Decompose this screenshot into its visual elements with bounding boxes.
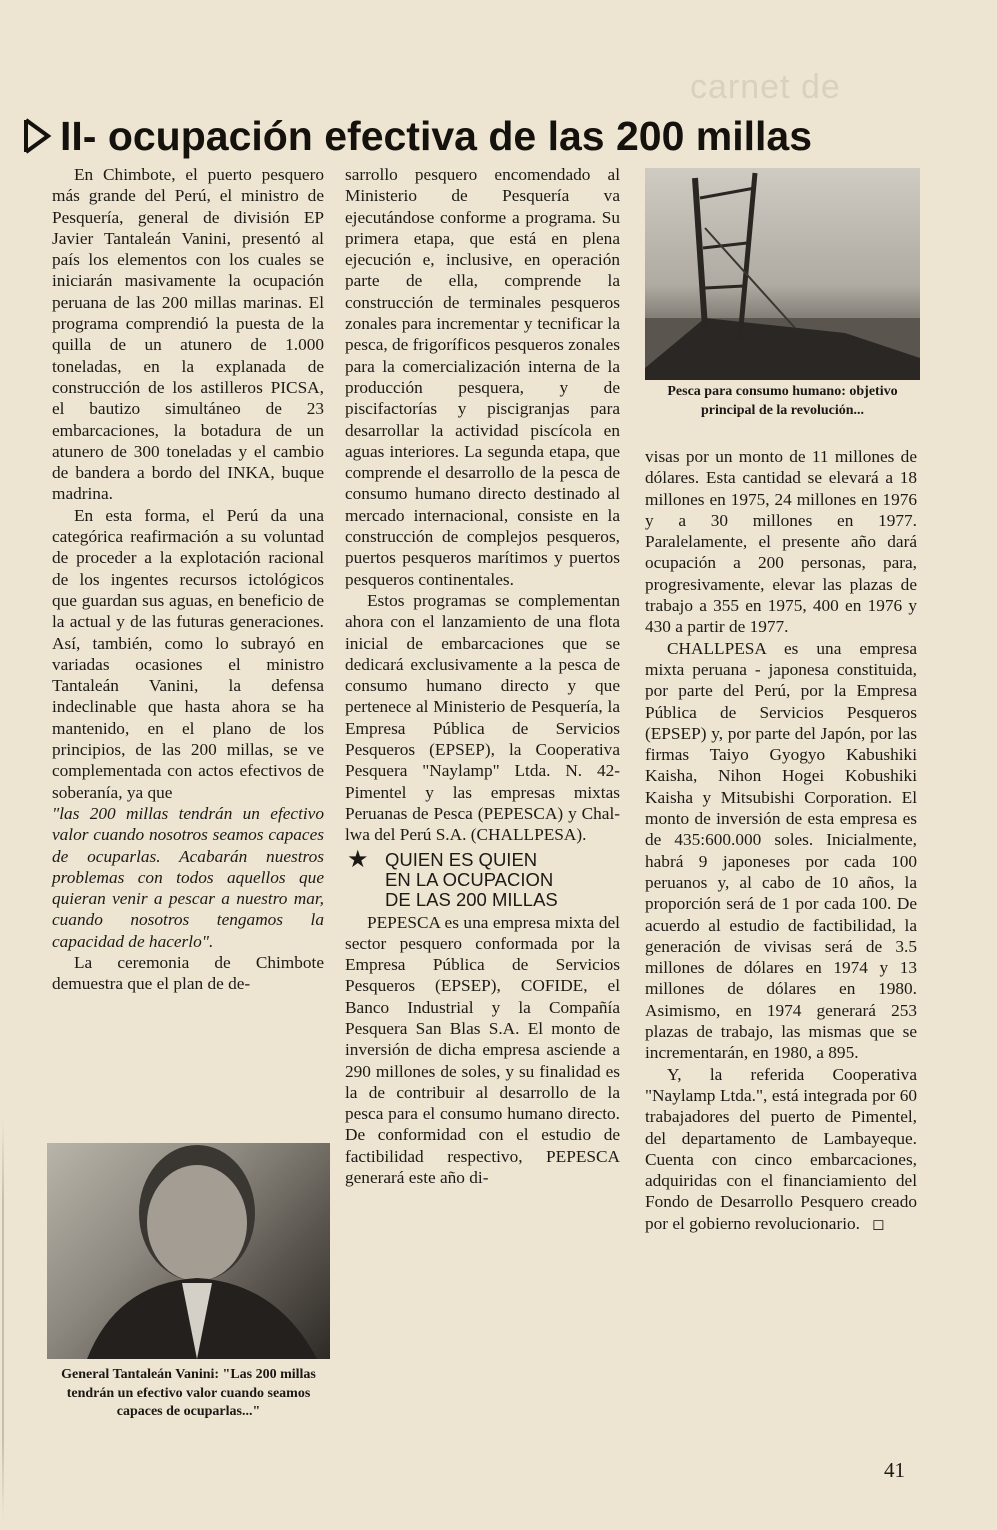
section-subheading: [345, 845, 620, 910]
paragraph: En Chimbote, el puerto pesquero más grande del Perú, el ministro de Pesquería, general de división EP Javier Tantaleán Vanini, presentó al país los elementos con los cuales se iniciarán masivamente la ocupación peruana de las 200 millas marinas. El programa comprendió la puesta de la quilla de un atunero de 1.000 toneladas, en la explanada de construcción de los astilleros PICSA, el bautizo simultáneo de 23 embarcaciones, la botadura de un atunero de 300 toneladas y el cambio de bandera a bordo del INKA, buque madrina.: [52, 165, 324, 504]
paragraph: PEPESCA es una empresa mixta del sector pesquero conformada por la Empresa Pública de Servicios Pesqueros (EPSEP), COFIDE, el Banco Industrial y la Compañía Pesquera San Blas S.A. El monto de inversión de dicha empresa asciende a 290 millones de soles, y su finalidad es la de contribuir al desarrollo de la pesca para el consumo humano directo. De conformidad con el estudio de factibilidad respectivo, PEPESCA generará este año di-: [345, 912, 620, 1188]
minister-photo: [47, 1143, 330, 1359]
minister-photo-caption: General Tantaleán Vanini: "Las 200 millas tendrán un efectivo valor cuando seamos capaces de ocuparlas...": [61, 1367, 316, 1419]
page-number: 41: [884, 1458, 905, 1482]
text-column-3: [645, 446, 917, 1235]
end-mark-icon: ◻: [872, 1214, 885, 1233]
portrait-image: [47, 1143, 330, 1359]
paragraph: visas por un monto de 11 millones de dólares. Esta cantidad se elevará a 18 millones en 1975, 24 millones en 1976 y a 30 millones en 1977. Paralelamente, el presente año dará ocupación a 200 personas, para, progresivamente, elevar las plazas de trabajo a 355 en 1975, 400 en 1976 y 430 a partir de 1977.: [645, 447, 917, 637]
subheading-line: DE LAS 200 MILLAS: [385, 888, 558, 910]
headline-text: II- ocupación efectiva de las 200 millas: [60, 112, 812, 159]
subheading-line: EN LA OCUPACION: [385, 868, 554, 890]
star-icon: ★: [347, 845, 369, 873]
paragraph-text: Y, la referida Cooperativa "Naylamp Ltda.", está integrada por 60 trabajadores del puerto de Pimentel, del departamento de Lambayeque. Cuenta con cinco embarcaciones, adquiridas con el financiamiento del Fondo de Desarrollo Pesquero creado por el gobierno revolucionario.: [645, 1064, 917, 1233]
paragraph: En esta forma, el Perú da una categórica reafirmación a su voluntad de proceder a la explotación racional de los ingentes recursos ictológicos que guardan sus aguas, en beneficio de la actual y de las futuras generaciones. Así, también, como lo subrayó en variadas ocasiones el ministro Tantaleán Vanini, la defensa indeclinable que hasta ahora se ha mantenido, en el plano de los principios, de las 200 millas, se ve complementada con actos efectivos de soberanía, ya que: [52, 505, 324, 802]
subheading-line: QUIEN ES QUIEN: [385, 848, 538, 870]
paragraph: [645, 1064, 917, 1235]
fishing-boat-photo: [645, 168, 920, 380]
boat-image: [645, 168, 920, 380]
triangle-bullet-icon: [22, 116, 52, 156]
page-edge-shadow: [2, 1120, 4, 1520]
text-column-2: [345, 164, 620, 1188]
text-column-1: [52, 164, 324, 995]
paragraph: La ceremonia de Chimbote demuestra que el plan de de-: [52, 952, 324, 994]
boat-photo-caption: Pesca para consumo humano: objetivo principal de la revolución...: [667, 384, 898, 418]
quote-paragraph: "las 200 millas tendrán un efectivo valor cuando nosotros seamos capaces de ocuparlas. Acabarán nuestros problemas con todos aquellos que quieran venir a pescar a nuestro mar, cuando nosotros tengamos la capacidad de hacerlo".: [52, 803, 324, 951]
paragraph: CHALLPESA es una empresa mixta peruana - japonesa constituida, por parte del Perú, por la Empresa Pública de Servicios Pesqueros (EPSEP) y, por parte del Japón, por las firmas Taiyo Gyogyo Kabushiki Kaisha, Nihon Hogei Kobushiki Kaisha y Mitsubishi Corporation. El monto de inversión de esta empresa es de 435:600.000 soles. Inicialmente, habrá 9 japoneses por cada 100 peruanos y, al cabo de 10 años, la proporción será de 1 por cada 100. De acuerdo al estudio de factibilidad, la generación de vivisas será de 3.5 millones de dólares en 1974 y 13 millones de dólares en 1980. Asimismo, en 1974 generará 253 plazas de trabajo, las mismas que se incrementarán, en 1980, a 895.: [645, 638, 917, 1063]
paragraph: sarrollo pesquero encomendado al Ministerio de Pesquería va ejecutándose conforme a programa. Su primera etapa, que está en plena ejecución e, inclusive, en operación parte de ella, comprende la construcción de terminales pesqueros zonales para incrementar y tecnificar la pesca, de frigoríficos pesqueros zonales para la comercialización interna de la producción pesquera, y de piscifactorías y piscigranjas para desarrollar la actividad piscícola en aguas interiores. La segunda etapa, que comprende el desarrollo de la pesca de consumo humano directo destinado al mercado internacional, consiste en la construcción de complejos pesqueros, puertos pesqueros marítimos y puertos pesqueros continentales.: [345, 165, 620, 589]
bleed-through-text: carnet de: [690, 68, 841, 106]
paragraph: Estos programas se complementan ahora con el lanzamiento de una flota inicial de embarcaciones que se dedicará exclusivamente a la pesca de consumo humano directo y que pertenece al Ministerio de Pesquería, la Empresa Pública de Servicios Pesqueros (EPSEP), la Cooperativa Pesquera "Naylamp" Ltda. N. 42-Pimentel y las empresas mixtas Peruanas de Pesca (PEPESCA) y Chal-lwa del Perú S.A. (CHALLPESA).: [345, 590, 620, 845]
article-headline: [22, 110, 952, 162]
